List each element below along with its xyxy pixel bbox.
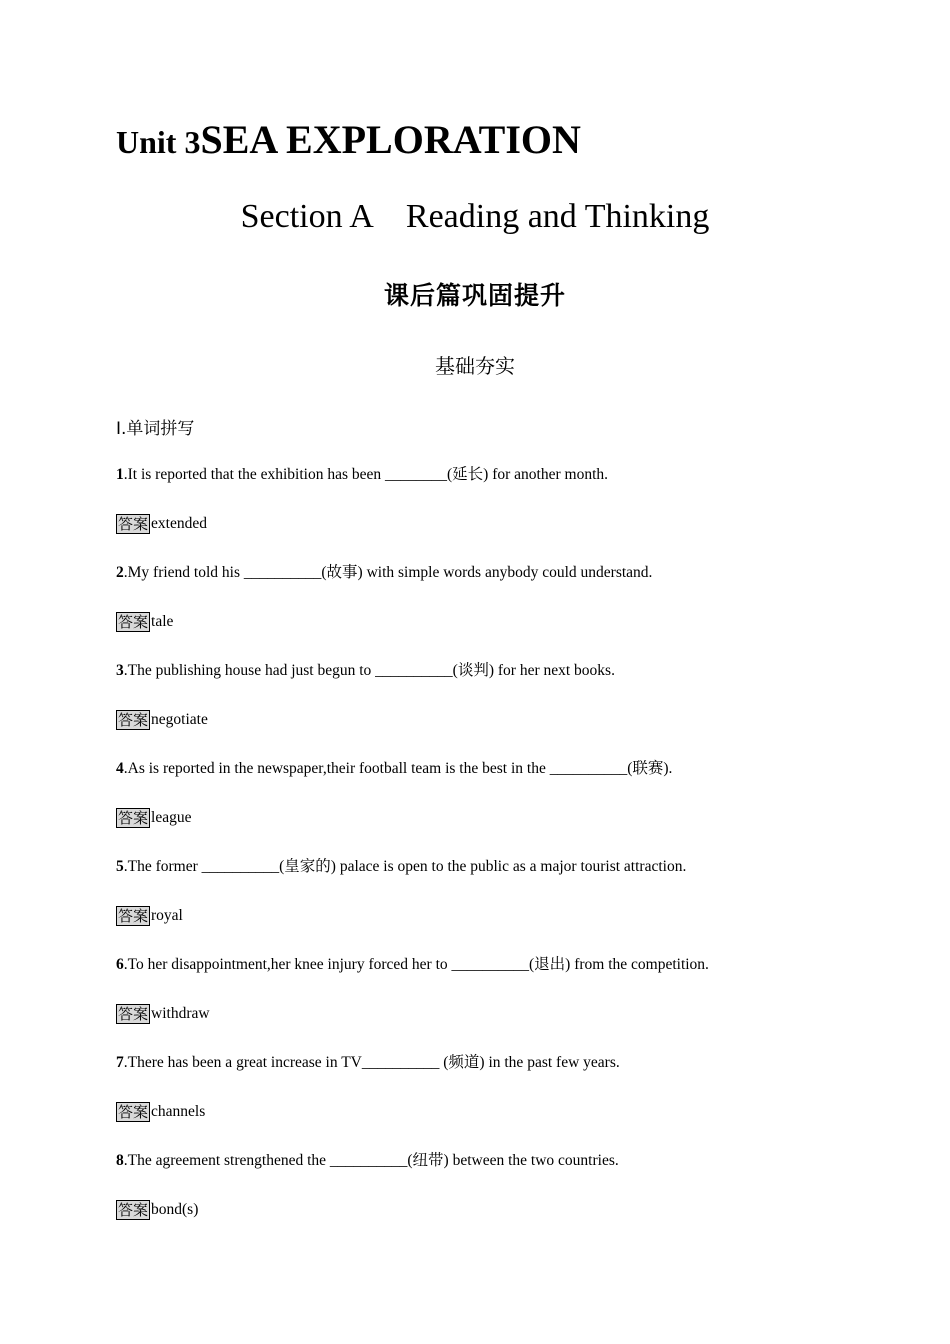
question-item [116, 856, 896, 954]
question-sentence: .The former __________(皇家的) palace is open to the public as a major tourist attraction. [123, 858, 687, 875]
part-heading: Ⅰ.单词拼写 [116, 419, 195, 439]
question-sentence: .The publishing house had just begun to __________(谈判) for her next books. [123, 662, 615, 679]
question-text [116, 1052, 896, 1074]
unit-number: Unit 3 [116, 124, 201, 160]
section-title: Section A Reading and Thinking [240, 198, 710, 235]
answer-tag: 答案 [118, 711, 149, 729]
question-list [116, 464, 896, 1248]
answer-line [116, 611, 896, 633]
answer-line [116, 1101, 896, 1123]
question-text [116, 464, 896, 486]
question-item [116, 1052, 896, 1150]
answer-text: bond(s) [151, 1201, 199, 1218]
question-number: 3 [116, 662, 124, 679]
answer-text: extended [151, 515, 207, 532]
question-text [116, 758, 896, 780]
question-item [116, 954, 896, 1052]
exercise-heading: 课后篇巩固提升 [383, 281, 566, 310]
answer-text: royal [151, 907, 183, 924]
question-item [116, 1150, 896, 1248]
answer-tag: 答案 [118, 613, 149, 631]
question-number: 8 [116, 1152, 124, 1169]
question-text [116, 660, 896, 682]
answer-tag: 答案 [118, 515, 149, 533]
answer-text: league [151, 809, 192, 826]
question-number: 4 [116, 760, 124, 777]
answer-text: channels [151, 1103, 206, 1120]
answer-line [116, 709, 896, 731]
question-text [116, 1150, 896, 1172]
question-number: 6 [116, 956, 124, 973]
answer-text: negotiate [151, 711, 208, 728]
answer-line [116, 1199, 896, 1221]
question-number: 2 [116, 564, 124, 581]
answer-line [116, 905, 896, 927]
question-item [116, 758, 896, 856]
answer-tag: 答案 [118, 1005, 149, 1023]
question-sentence: .The agreement strengthened the __________(纽带) between the two countries. [123, 1152, 619, 1169]
question-number: 7 [116, 1054, 124, 1071]
question-item [116, 464, 896, 562]
question-sentence: .My friend told his __________(故事) with simple words anybody could understand. [123, 564, 653, 581]
question-text [116, 856, 896, 878]
question-sentence: .To her disappointment,her knee injury forced her to __________(退出) from the competition. [123, 956, 709, 973]
answer-tag: 答案 [118, 1201, 149, 1219]
question-item [116, 562, 896, 660]
question-sentence: .As is reported in the newspaper,their football team is the best in the __________(联赛). [123, 760, 673, 777]
question-number: 5 [116, 858, 124, 875]
answer-tag: 答案 [118, 1103, 149, 1121]
question-sentence: .There has been a great increase in TV__________ (频道) in the past few years. [123, 1054, 620, 1071]
answer-line [116, 1003, 896, 1025]
question-item [116, 660, 896, 758]
question-text [116, 562, 896, 584]
question-sentence: .It is reported that the exhibition has been ________(延长) for another month. [123, 466, 609, 483]
unit-name: SEA EXPLORATION [200, 117, 581, 162]
question-number: 1 [116, 466, 124, 483]
answer-line [116, 807, 896, 829]
answer-text: tale [151, 613, 174, 630]
answer-text: withdraw [151, 1005, 210, 1022]
answer-tag: 答案 [118, 809, 149, 827]
answer-line [116, 513, 896, 535]
unit-title [116, 117, 581, 162]
answer-tag: 答案 [118, 907, 149, 925]
question-text [116, 954, 896, 976]
exercise-subheading: 基础夯实 [435, 354, 515, 378]
